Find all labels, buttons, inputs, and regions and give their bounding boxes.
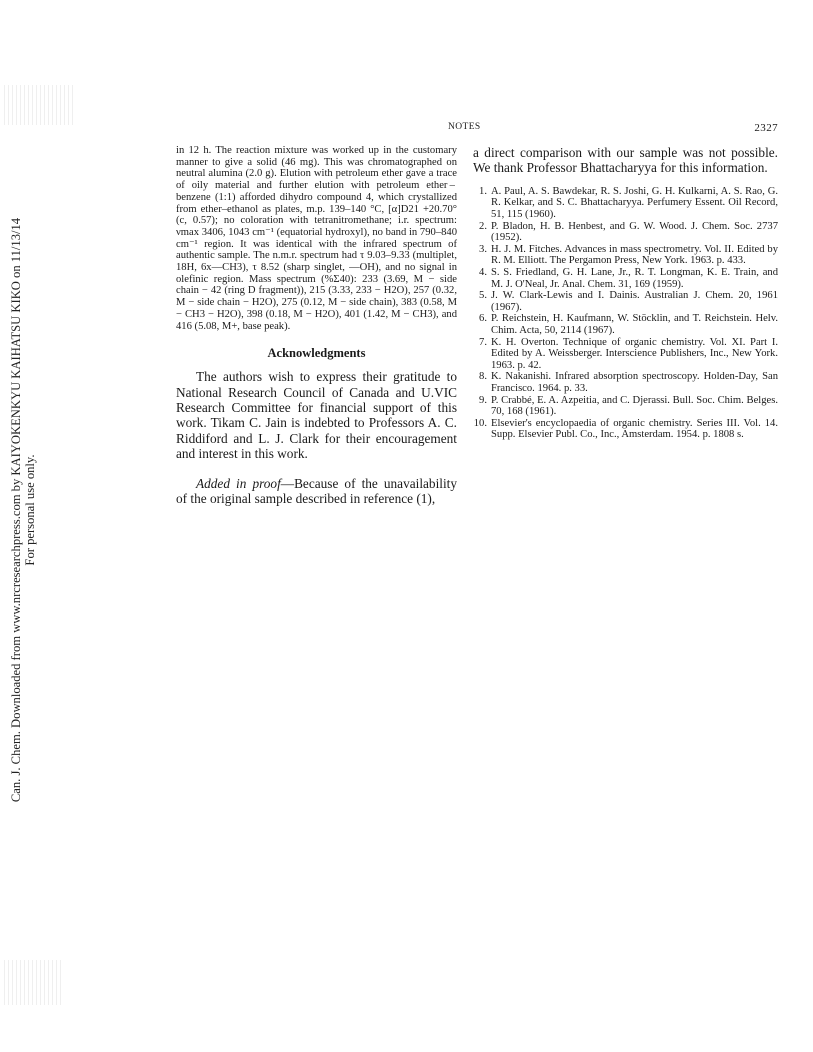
experimental-paragraph: in 12 h. The reaction mixture was worked up in the customary manner to give a solid (46 mg). This was chromatographed on neutral alumina (2.0 g). Elution with petroleum ether gave a trace of oily material and further elution with petroleum ether – benzene (1:1) afforded dihydro compound 4, which crystallized from ether–ethanol as plates, m.p. 139–140 °C, [α]D21 +20.70° (c, 0.57); no coloration with tetranitromethane; i.r. spectrum: νmax 3406, 1043 cm⁻¹ (equatorial hydroxyl), no band in 790–840 cm⁻¹ region. It was identical with the infrared spectrum of authentic sample. The n.m.r. spectrum had τ 9.03–9.33 (multiplet, 18H, 6x—CH3), τ 8.52 (sharp singlet, —OH), and no signal in olefinic region. Mass spectrum (%Σ40): 233 (3.69, M − side chain − 42 (ring D fragment)), 215 (3.33, 233 − H2O), 257 (0.32, M − side chain − H2O), 275 (0.12, M − side chain), 383 (0.58, M − CH3 − H2O), 398 (0.18, M − H2O), 401 (1.42, M − CH3), and 416 (5.08, M+, base peak). bbox=[176, 145, 457, 332]
watermark-line-2: For personal use only. bbox=[23, 454, 37, 566]
added-in-proof-text: —Because of the unavailability of the original sample described in reference (1), bbox=[176, 475, 457, 507]
journal-section-title: NOTES bbox=[448, 122, 481, 132]
acknowledgments-text: The authors wish to express their gratitude to National Research Council of Canada and U.VIC Research Committee for financial support of this work. Tikam C. Jain is indebted to Professors A. C. Riddiford and L. J. Clark for their encouragement and interest in this work. bbox=[176, 369, 457, 462]
reference-item: 8. K. Nakanishi. Infrared absorption spectroscopy. Holden-Day, San Francisco. 1964. p. 33. bbox=[479, 371, 778, 394]
scan-artifact bbox=[4, 85, 74, 125]
reference-item: 7. K. H. Overton. Technique of organic chemistry. Vol. XI. Part I. Edited by A. Weissberger. Interscience Publishers, Inc., New York. 1963. p. 42. bbox=[479, 336, 778, 371]
reference-item: 4. S. S. Friedland, G. H. Lane, Jr., R. T. Longman, K. E. Train, and M. J. O'Neal, Jr. Anal. Chem. 31, 169 (1959). bbox=[479, 266, 778, 290]
reference-item: 1. A. Paul, A. S. Bawdekar, R. S. Joshi, G. H. Kulkarni, A. S. Rao, G. R. Kelkar, and S. C. Bhattacharyya. Perfumery Essent. Oil Record, 51, 115 (1960). bbox=[479, 185, 778, 220]
reference-item: 6. P. Reichstein, H. Kaufmann, W. Stöcklin, and T. Reichstein. Helv. Chim. Acta, 50, 2114 (1967). bbox=[479, 313, 778, 336]
added-in-proof-label: Added in proof bbox=[196, 475, 281, 491]
reference-item: 10. Elsevier's encyclopaedia of organic chemistry. Series III. Vol. 14. Supp. Elsevier Publ. Co., Inc., Amsterdam. 1954. p. 1808 s. bbox=[473, 417, 778, 441]
download-watermark bbox=[2, 180, 44, 840]
right-column bbox=[473, 145, 778, 441]
reference-item: 9. P. Crabbé, E. A. Azpeitia, and C. Djerassi. Bull. Soc. Chim. Belges. 70, 168 (1961). bbox=[479, 394, 778, 418]
reference-item: 2. P. Bladon, H. B. Henbest, and G. W. Wood. J. Chem. Soc. 2737 (1952). bbox=[479, 220, 778, 244]
added-in-proof-paragraph bbox=[176, 476, 457, 507]
watermark-line-1: Can. J. Chem. Downloaded from www.nrcresearchpress.com by KAIYOKENKYU KAIHATSU KIKO on 11/13/14 bbox=[9, 217, 23, 803]
page-number: 2327 bbox=[754, 122, 778, 134]
proof-continuation: a direct comparison with our sample was not possible. We thank Professor Bhattacharyya for this information. bbox=[473, 145, 778, 176]
acknowledgments-heading: Acknowledgments bbox=[267, 346, 366, 361]
reference-list bbox=[473, 186, 778, 441]
running-header bbox=[176, 122, 778, 138]
reference-item: 5. J. W. Clark-Lewis and I. Dainis. Australian J. Chem. 20, 1961 (1967). bbox=[479, 290, 778, 313]
scan-artifact bbox=[4, 960, 64, 1005]
left-column bbox=[176, 145, 457, 507]
reference-item: 3. H. J. M. Fitches. Advances in mass spectrometry. Vol. II. Edited by R. M. Elliott. The Pergamon Press, New York. 1963. p. 433. bbox=[479, 243, 778, 267]
